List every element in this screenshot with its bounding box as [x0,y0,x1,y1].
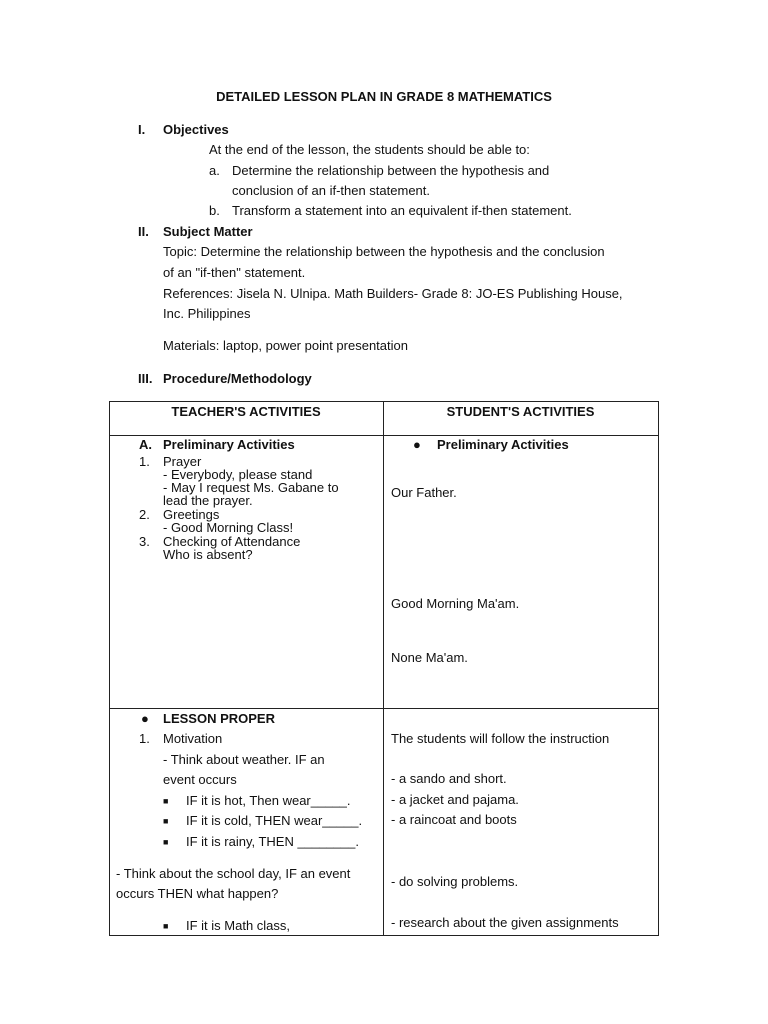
objective-a-line1: Determine the relationship between the hypothesis and [232,163,550,178]
response-follow-instruction: The students will follow the instruction [391,731,610,746]
motivation-line2: event occurs [163,772,237,787]
response-cold: - a jacket and pajama. [391,792,519,807]
table-header-divider [109,435,659,436]
section-number-objectives: I. [138,122,146,137]
table-border-bottom [109,935,659,936]
weather-rainy: IF it is rainy, THEN ________. [186,834,359,849]
lesson-proper-heading: LESSON PROPER [163,711,275,726]
table-border-right [658,401,659,936]
math-class: IF it is Math class, [186,918,291,933]
references-line2: Inc. Philippines [163,306,251,321]
response-rainy: - a raincoat and boots [391,812,517,827]
item-number-1: 1. [139,454,150,469]
motivation-label: Motivation [163,731,223,746]
weather-cold: IF it is cold, THEN wear_____. [186,813,363,828]
greetings-line1: - Good Morning Class! [163,520,294,535]
square-bullet-2: ■ [163,816,169,826]
square-bullet-3: ■ [163,837,169,847]
prayer-label: Prayer [163,454,202,469]
response-school-day: - do solving problems. [391,874,519,889]
greetings-label: Greetings [163,507,220,522]
table-row-divider [109,708,659,709]
document-title: DETAILED LESSON PLAN IN GRADE 8 MATHEMATICS [216,89,552,104]
section-number-subject: II. [138,224,149,239]
header-student-activities: STUDENT'S ACTIVITIES [446,404,595,419]
motivation-line1: - Think about weather. IF an [163,752,325,767]
subject-heading: Subject Matter [163,224,253,239]
procedure-heading: Procedure/Methodology [163,371,312,386]
response-math-class: - research about the given assignments [391,915,619,930]
square-bullet-1: ■ [163,796,169,806]
objective-b-letter: b. [209,203,220,218]
response-greeting: Good Morning Ma'am. [391,596,520,611]
item-number-3: 3. [139,534,150,549]
school-day-line1: - Think about the school day, IF an event [116,866,351,881]
header-teacher-activities: TEACHER'S ACTIVITIES [171,404,321,419]
materials: Materials: laptop, power point presentation [163,338,408,353]
prayer-line2: - May I request Ms. Gabane to [163,480,339,495]
objectives-intro: At the end of the lesson, the students should be able to: [209,142,530,157]
objective-b-line1: Transform a statement into an equivalent if-then statement. [232,203,572,218]
topic-line1: Topic: Determine the relationship between the hypothesis and the conclusion [163,244,605,259]
objective-a-letter: a. [209,163,220,178]
references-line1: References: Jisela N. Ulnipa. Math Builders- Grade 8: JO-ES Publishing House, [163,286,623,301]
table-column-divider [383,401,384,936]
table-border-top [109,401,659,402]
prayer-line1: - Everybody, please stand [163,467,313,482]
school-day-line2: occurs THEN what happen? [116,886,279,901]
item-number-2: 2. [139,507,150,522]
square-bullet-4: ■ [163,921,169,931]
attendance-line1: Who is absent? [163,547,253,562]
topic-line2: of an "if-then" statement. [163,265,306,280]
item-number-motivation: 1. [139,731,150,746]
prelim-heading: Preliminary Activities [163,437,295,452]
objective-a-line2: conclusion of an if-then statement. [232,183,431,198]
lesson-bullet: ● [141,711,149,726]
student-prelim-heading: Preliminary Activities [437,437,569,452]
section-number-procedure: III. [138,371,153,386]
prayer-line3: lead the prayer. [163,493,253,508]
response-attendance: None Ma'am. [391,650,468,665]
response-hot: - a sando and short. [391,771,507,786]
response-prayer: Our Father. [391,485,457,500]
objectives-heading: Objectives [163,122,229,137]
prelim-letter: A. [139,437,152,452]
student-prelim-bullet: ● [413,437,421,452]
table-border-left [109,401,110,936]
attendance-label: Checking of Attendance [163,534,301,549]
weather-hot: IF it is hot, Then wear_____. [186,793,351,808]
